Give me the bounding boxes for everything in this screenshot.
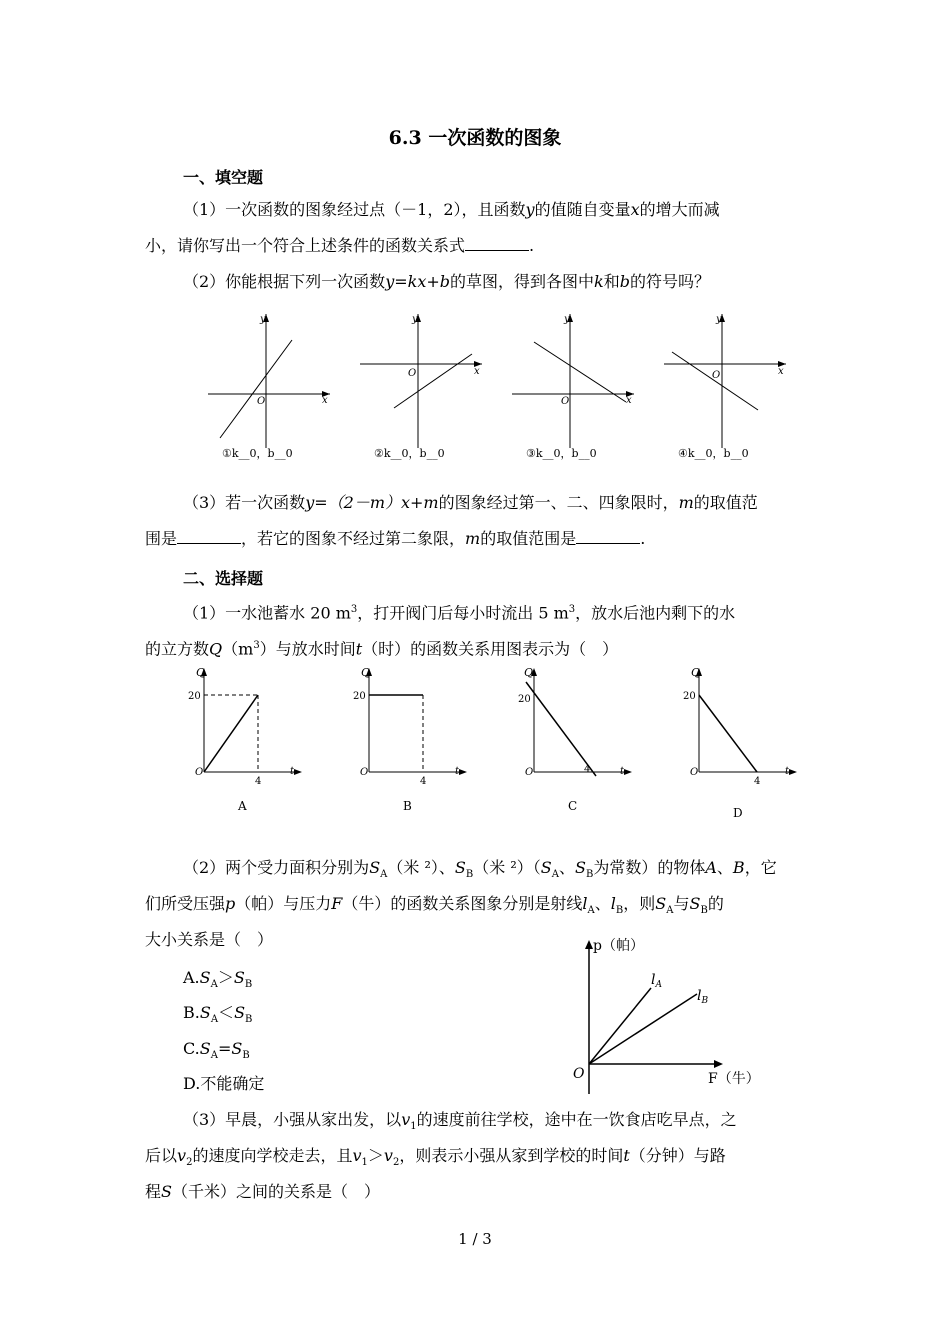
water-chart-b — [345, 662, 475, 822]
x-axis-label: x — [778, 366, 784, 377]
svg-text:Q: Q — [361, 666, 371, 679]
sketch-graph-2 — [352, 308, 492, 463]
y-axis-label: y — [260, 314, 266, 325]
f-axis-label: F（牛） — [708, 1071, 760, 1087]
q1-line1: （1）一次函数的图象经过点（－1，2），且函数y的值随自变量x的增大而减 — [183, 200, 720, 219]
option-label: C — [568, 799, 578, 813]
svg-text:O: O — [360, 767, 369, 778]
origin-label: O — [408, 368, 417, 379]
answer-blank[interactable] — [177, 529, 241, 544]
c2-line3: 大小关系是（ ） — [145, 930, 274, 949]
y-axis-label: y — [564, 314, 570, 325]
pressure-chart — [565, 934, 765, 1096]
svg-text:4: 4 — [754, 776, 761, 787]
svg-text:Q: Q — [524, 666, 534, 679]
svg-text:t: t — [455, 766, 460, 777]
svg-text:20: 20 — [518, 694, 531, 705]
p-axis-label: p（帕） — [593, 938, 644, 954]
water-chart-d — [675, 662, 805, 822]
series-line — [699, 695, 757, 772]
c3-line3: 程S（千米）之间的关系是（ ） — [145, 1182, 380, 1201]
origin-label: O — [573, 1066, 585, 1082]
sketch-caption: ③k__0，b__0 — [526, 447, 597, 460]
svg-text:Q: Q — [196, 666, 206, 679]
svg-text:t: t — [620, 766, 625, 777]
section-fill-blank: 一、填空题 — [183, 168, 264, 187]
c2-option-d[interactable]: D.不能确定 — [183, 1074, 265, 1093]
svg-text:O: O — [195, 767, 204, 778]
q1-line2: 小，请你写出一个符合上述条件的函数关系式 . — [145, 236, 535, 255]
c1-line1: （1）一水池蓄水 20 $m^3$，打开阀门后每小时流出 5 $m^3$，放水后池内剩下的水 — [183, 603, 736, 623]
svg-text:t: t — [290, 766, 295, 777]
svg-text:20: 20 — [683, 691, 696, 702]
svg-text:4: 4 — [420, 776, 427, 787]
origin-label: O — [257, 396, 266, 407]
sketch-graph-1 — [200, 308, 340, 463]
sketch-caption: ②k__0，b__0 — [374, 447, 445, 460]
sketch-graph-4 — [656, 308, 796, 463]
c3-line2: 后以$v_2$的速度向学校走去，且$v_1>v_2$，则表示小强从家到学校的时间t（分钟）与路 — [145, 1146, 726, 1169]
sketch-caption: ①k__0，b__0 — [222, 447, 293, 460]
svg-text:20: 20 — [188, 691, 201, 702]
origin-label: O — [561, 396, 570, 407]
y-axis-label: y — [412, 314, 418, 325]
y-axis-label: y — [716, 314, 722, 325]
water-chart-a — [180, 662, 310, 822]
x-axis-label: x — [626, 395, 632, 406]
svg-text:20: 20 — [353, 691, 366, 702]
ray-la — [589, 988, 651, 1064]
svg-text:Q: Q — [691, 666, 701, 679]
x-axis-label: x — [474, 366, 480, 377]
origin-label: O — [712, 370, 721, 381]
svg-text:t: t — [785, 766, 790, 777]
water-chart-c — [510, 662, 640, 822]
c2-line2: 们所受压强p（帕）与压力F（牛）的函数关系图象分别是射线$l_A$、$l_B$，则$S_A$与$S_B$的 — [145, 894, 724, 917]
q2-line: （2）你能根据下列一次函数y=kx+b的草图，得到各图中k和b的符号吗？ — [183, 272, 710, 291]
answer-blank[interactable] — [465, 236, 529, 251]
q3-line2: 围是 ，若它的图象不经过第二象限，m的取值范围是 . — [145, 529, 646, 548]
svg-text:4: 4 — [255, 776, 262, 787]
x-axis-label: x — [322, 395, 328, 406]
option-label: B — [403, 799, 412, 813]
ray-a-label: $l_A$ — [651, 972, 662, 990]
section-choice: 二、选择题 — [183, 569, 264, 588]
series-line — [204, 695, 258, 772]
ray-lb — [589, 994, 697, 1064]
answer-blank[interactable] — [576, 529, 640, 544]
c2-option-c[interactable]: $C.S_A=S_B$ — [183, 1039, 250, 1062]
q3-line1: （3）若一次函数y=（2－m）x+m的图象经过第一、二、四象限时，m的取值范 — [183, 493, 758, 512]
sketch-graph-3 — [504, 308, 644, 463]
c3-line1: （3）早晨，小强从家出发，以$v_1$的速度前往学校，途中在一饮食店吃早点，之 — [183, 1110, 737, 1133]
c1-line2: 的立方数$Q(m^3)$与放水时间t（时）的函数关系用图表示为（ ） — [145, 639, 619, 659]
page-number: 1 / 3 — [458, 1230, 492, 1248]
c2-option-b[interactable]: $B.S_A<S_B$ — [183, 1003, 253, 1026]
c2-line1: （2）两个受力面积分别为$S_A$（米 ²）、$S_B$（米 $^2)(S_A$、$S_B$为常数）的物体A、B，它 — [183, 858, 777, 881]
series-line — [526, 682, 596, 776]
option-label: D — [733, 806, 743, 820]
sketch-caption: ④k__0，b__0 — [678, 447, 749, 460]
svg-text:O: O — [525, 767, 534, 778]
option-label: A — [238, 799, 247, 813]
ray-b-label: $l_B$ — [697, 988, 709, 1006]
svg-text:4: 4 — [584, 764, 591, 775]
c2-option-a[interactable]: $A.S_A>S_B$ — [183, 968, 253, 991]
page-title: 6.3 一次函数的图象 — [388, 127, 562, 149]
svg-text:O: O — [690, 767, 699, 778]
